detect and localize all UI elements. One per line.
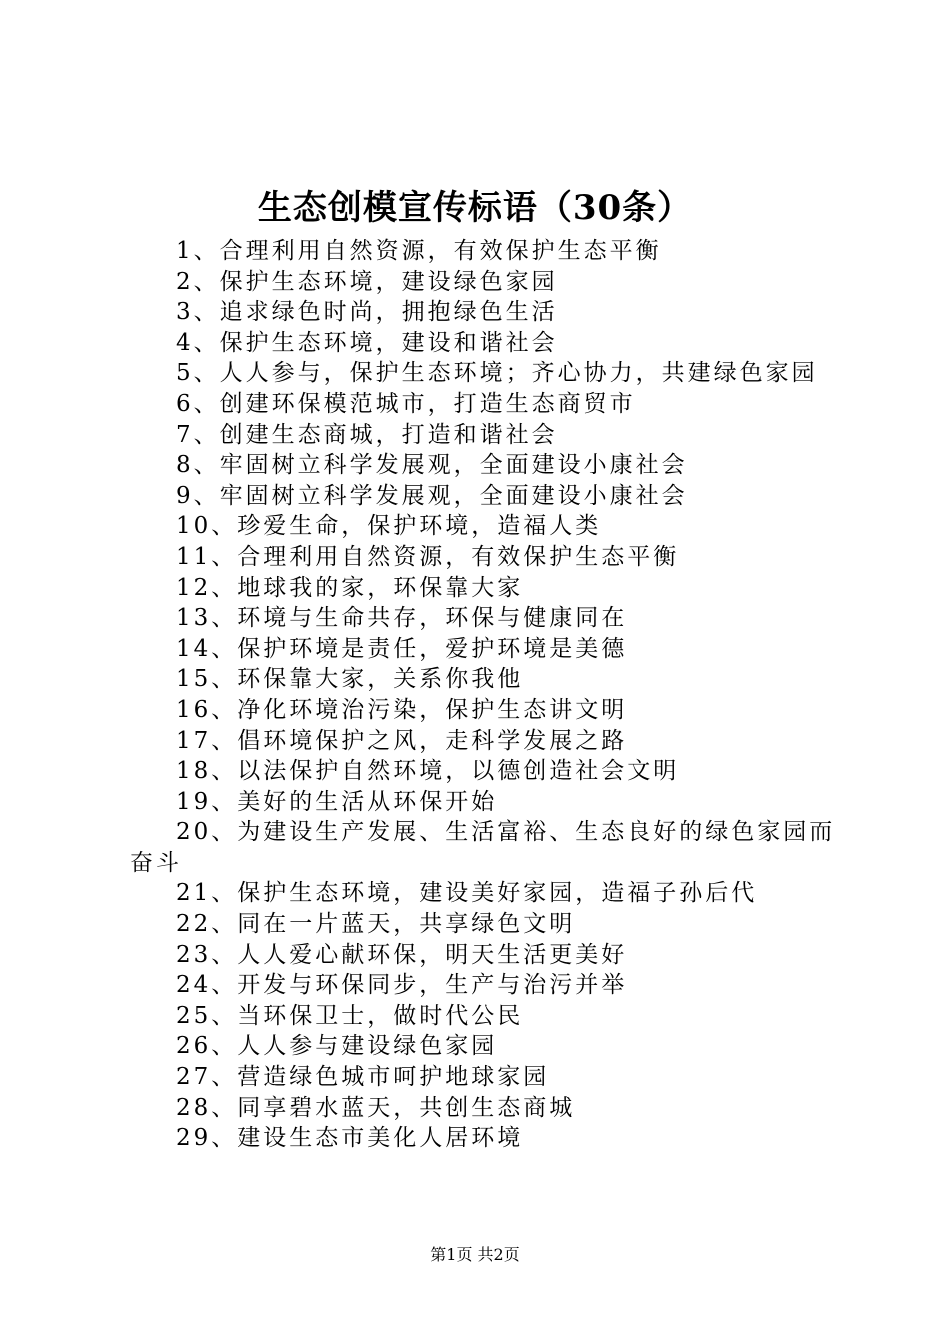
list-item: 8、牢固树立科学发展观，全面建设小康社会 [176,452,688,479]
list-item: 10、珍爱生命，保护环境，造福人类 [176,513,602,540]
list-item: 13、环境与生命共存，环保与健康同在 [176,605,628,632]
list-item: 24、开发与环保同步，生产与治污并举 [176,972,628,999]
list-item: 17、倡环境保护之风，走科学发展之路 [176,727,628,754]
list-item: 12、地球我的家，环保靠大家 [176,574,524,601]
list-item: 11、合理利用自然资源，有效保护生态平衡 [176,543,680,570]
list-item: 1、合理利用自然资源，有效保护生态平衡 [176,238,662,264]
list-item: 16、净化环境治污染，保护生态讲文明 [176,696,628,723]
list-item: 15、环保靠大家，关系你我他 [176,666,524,693]
list-item: 23、人人爱心献环保，明天生活更美好 [176,941,628,968]
list-item: 3、追求绿色时尚，拥抱绿色生活 [176,299,558,326]
list-item: 14、保护环境是责任，爱护环境是美德 [176,635,628,662]
list-item: 6、创建环保模范城市，打造生态商贸市 [176,390,636,417]
list-item: 22、同在一片蓝天，共享绿色文明 [176,911,576,938]
slogan-list [130,236,840,1154]
list-item: 28、同享碧水蓝天，共创生态商城 [176,1094,576,1121]
list-item: 2、保护生态环境，建设绿色家园 [176,268,558,295]
list-item: 29、建设生态市美化人居环境 [176,1125,524,1152]
page-title: 生态创模宣传标语（30条） [257,188,693,228]
list-item: 4、保护生态环境，建设和谐社会 [176,329,558,356]
list-item: 7、创建生态商城，打造和谐社会 [176,421,558,448]
list-item: 18、以法保护自然环境，以德创造社会文明 [176,758,680,785]
list-item: 25、当环保卫士，做时代公民 [176,1002,524,1029]
list-item: 20、为建设生产发展、生活富裕、生态良好的绿色家园而奋斗 [130,819,836,876]
list-item: 26、人人参与建设绿色家园 [176,1033,498,1060]
list-item: 19、美好的生活从环保开始 [176,788,498,815]
list-item: 9、牢固树立科学发展观，全面建设小康社会 [176,482,688,509]
page-footer: 第1页 共2页 [430,1245,520,1264]
list-item: 27、营造绿色城市呵护地球家园 [176,1064,550,1091]
list-item: 21、保护生态环境，建设美好家园，造福子孙后代 [176,880,758,907]
list-item: 5、人人参与，保护生态环境；齐心协力，共建绿色家园 [176,360,818,387]
